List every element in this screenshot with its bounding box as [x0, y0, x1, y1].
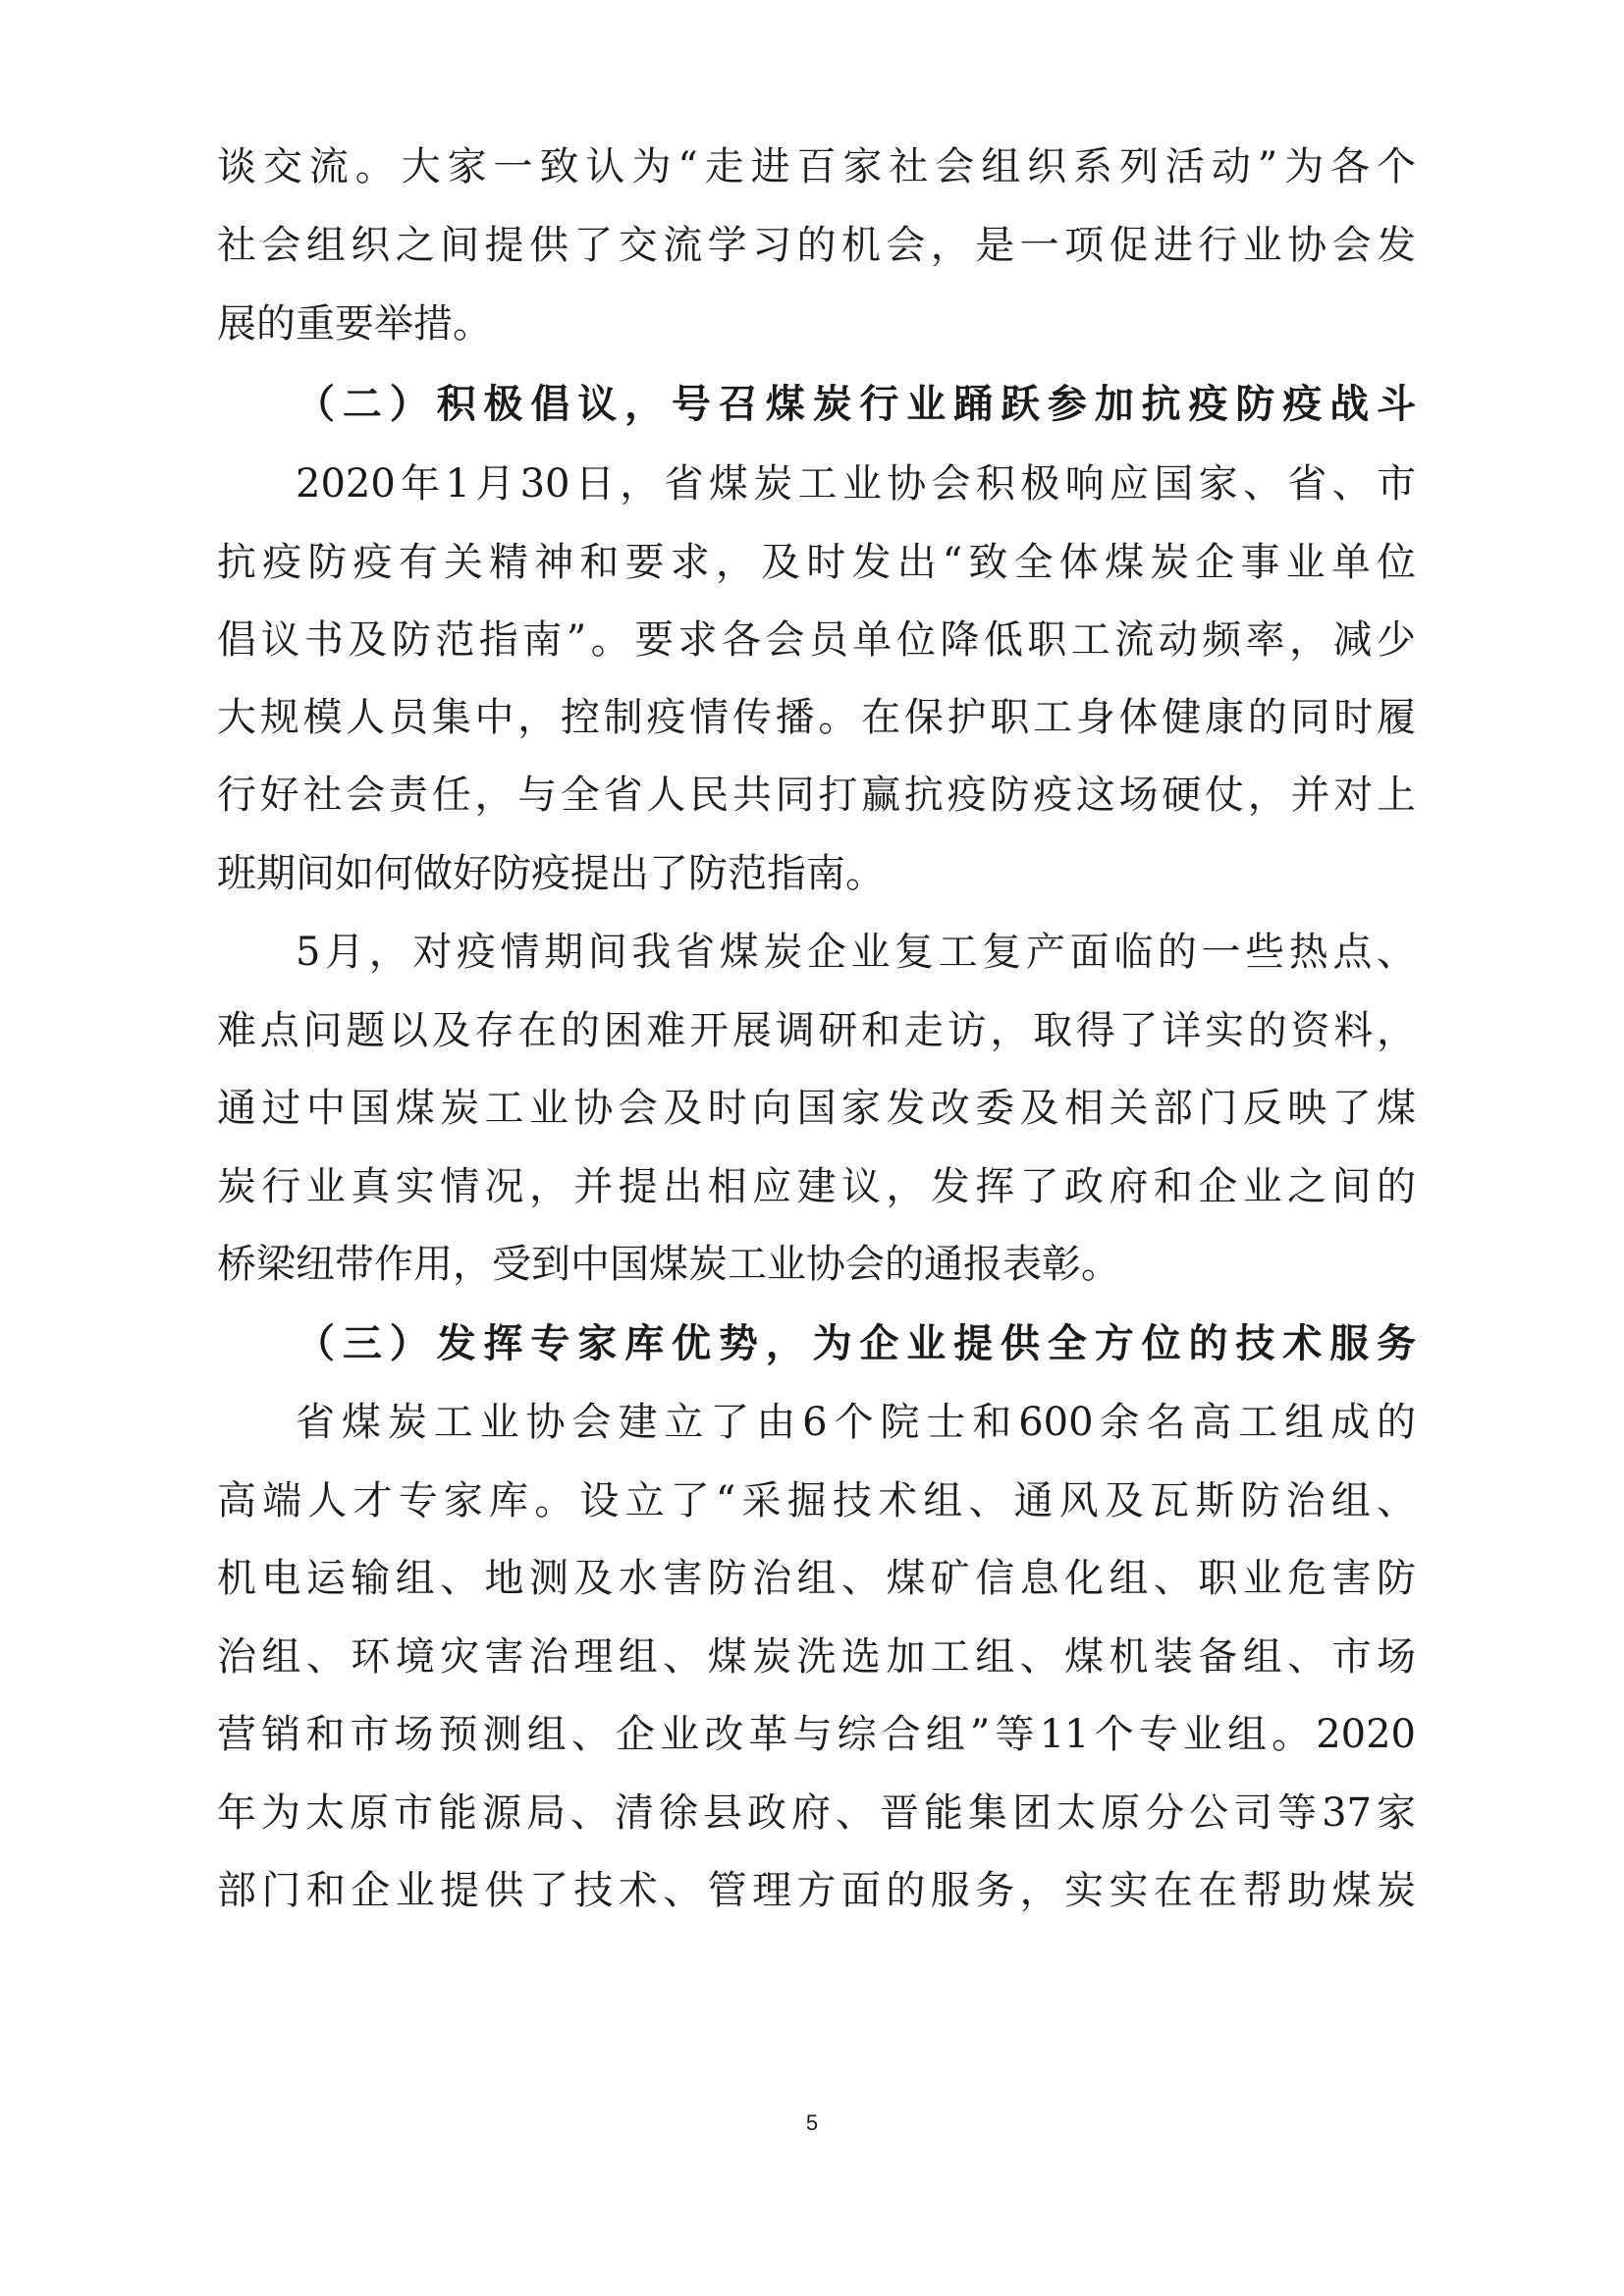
- paragraph-line: 炭行业真实情况，并提出相应建议，发挥了政府和企业之间的: [217, 1164, 1416, 1209]
- paragraph-line: 治组、环境灾害治理组、煤炭洗选加工组、煤机装备组、市场: [217, 1634, 1416, 1680]
- paragraph-line: 班期间如何做好防疫提出了防范指南。: [217, 851, 885, 896]
- paragraph-line: 展的重要举措。: [217, 301, 492, 347]
- paragraph-line: 2020年1月30日，省煤炭工业协会积极响应国家、省、市: [296, 461, 1416, 507]
- paragraph-line: 年为太原市能源局、清徐县政府、晋能集团太原分公司等37家: [217, 1790, 1416, 1836]
- paragraph-line: 谈交流。大家一致认为“走进百家社会组织系列活动”为各个: [217, 144, 1416, 189]
- paragraph-line: 倡议书及防范指南”。要求各会员单位降低职工流动频率，减少: [217, 617, 1416, 663]
- paragraph-line: 大规模人员集中，控制疫情传播。在保护职工身体健康的同时履: [217, 695, 1416, 740]
- paragraph-line: 营销和市场预测组、企业改革与综合组”等11个专业组。2020: [217, 1712, 1416, 1757]
- paragraph-line: 部门和企业提供了技术、管理方面的服务，实实在在帮助煤炭: [217, 1868, 1416, 1913]
- page-number: 5: [805, 2110, 819, 2135]
- paragraph-line: 机电运输组、地测及水害防治组、煤矿信息化组、职业危害防: [217, 1556, 1416, 1601]
- section-heading: （二）积极倡议，号召煤炭行业踊跃参加抗疫防疫战斗: [296, 382, 1416, 427]
- paragraph-line: 通过中国煤炭工业协会及时向国家发改委及相关部门反映了煤: [217, 1086, 1416, 1131]
- paragraph-line: 行好社会责任，与全省人民共同打赢抗疫防疫这场硬仗，并对上: [217, 773, 1416, 818]
- paragraph-line: 社会组织之间提供了交流学习的机会，是一项促进行业协会发: [217, 223, 1416, 268]
- paragraph-line: 抗疫防疫有关精神和要求，及时发出“致全体煤炭企事业单位: [217, 540, 1416, 585]
- paragraph-line: 难点问题以及存在的困难开展调研和走访，取得了详实的资料，: [217, 1008, 1416, 1053]
- paragraph-line: 桥梁纽带作用，受到中国煤炭工业协会的通报表彰。: [217, 1242, 1120, 1287]
- paragraph-line: 高端人才专家库。设立了“采掘技术组、通风及瓦斯防治组、: [217, 1478, 1416, 1523]
- paragraph-line: 省煤炭工业协会建立了由6个院士和600余名高工组成的: [296, 1400, 1416, 1445]
- section-heading: （三）发挥专家库优势，为企业提供全方位的技术服务: [296, 1321, 1416, 1366]
- paragraph-line: 5月，对疫情期间我省煤炭企业复工复产面临的一些热点、: [296, 930, 1416, 975]
